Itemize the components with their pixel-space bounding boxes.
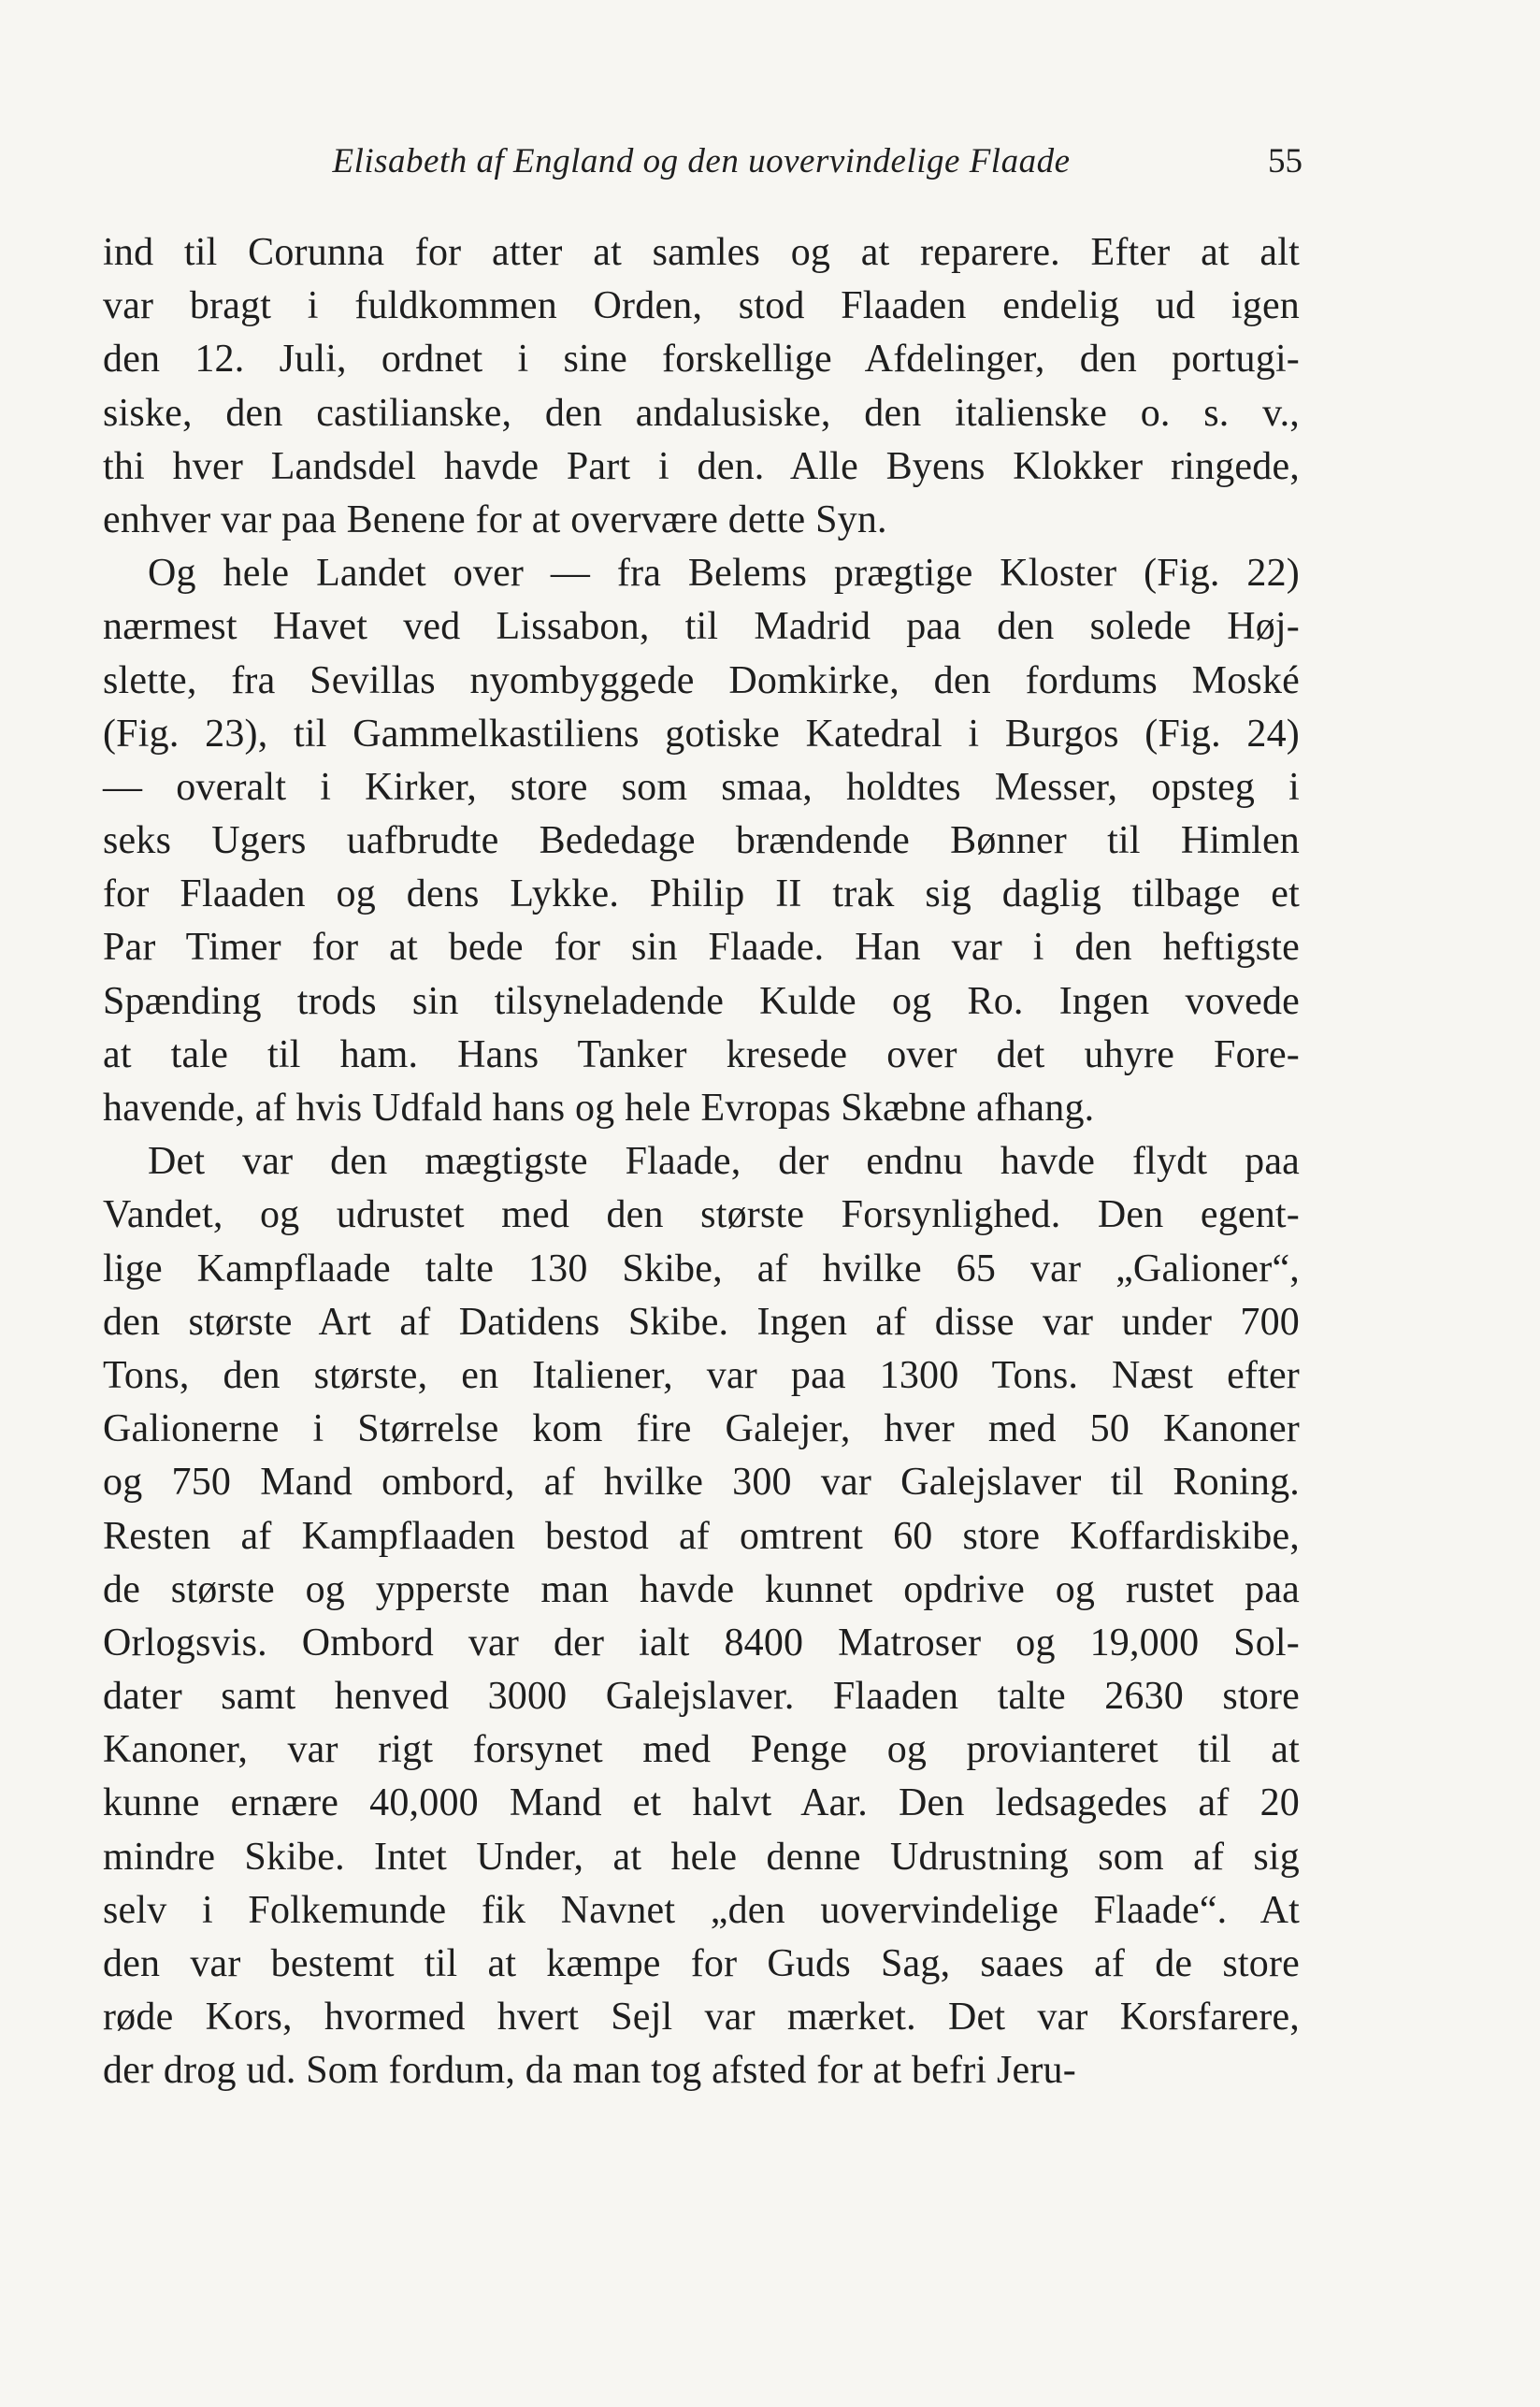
page-number: 55 xyxy=(1268,142,1303,180)
text-line: Orlogsvis. Ombord var der ialt 8400 Matroser og 19,000 Sol- xyxy=(103,1621,1300,1665)
text-line: der drog ud. Som fordum, da man tog afsted for at befri Jeru- xyxy=(103,2049,1076,2093)
paragraph xyxy=(103,1135,1300,2097)
text-line: Resten af Kampflaaden bestod af omtrent 60 store Koffardiskibe, xyxy=(103,1514,1300,1558)
text-line: seks Ugers uafbrudte Bededage brændende Bønner til Himlen xyxy=(103,819,1300,863)
body-text xyxy=(103,226,1300,2098)
running-title: Elisabeth af England og den uovervindelige Flaade xyxy=(332,142,1071,180)
paragraph xyxy=(103,226,1300,547)
text-line: havende, af hvis Udfald hans og hele Evropas Skæbne afhang. xyxy=(103,1087,1095,1130)
text-line: siske, den castilianske, den andalusiske, den italienske o. s. v., xyxy=(103,391,1300,435)
text-line: slette, fra Sevillas nyombyggede Domkirke, den fordums Moské xyxy=(103,658,1300,702)
text-line: selv i Folkemunde fik Navnet „den uovervindelige Flaade“. At xyxy=(103,1888,1300,1932)
text-line: den største Art af Datidens Skibe. Ingen af disse var under 700 xyxy=(103,1300,1300,1344)
text-line: Tons, den største, en Italiener, var paa 1300 Tons. Næst efter xyxy=(103,1353,1300,1397)
text-line: for Flaaden og dens Lykke. Philip II trak sig daglig tilbage et xyxy=(103,872,1300,916)
text-line: nærmest Havet ved Lissabon, til Madrid paa den solede Høj- xyxy=(103,605,1300,649)
running-head xyxy=(103,138,1303,195)
text-line: dater samt henved 3000 Galejslaver. Flaaden talte 2630 store xyxy=(103,1675,1300,1719)
text-line: kunne ernære 40,000 Mand et halvt Aar. Den ledsagedes af 20 xyxy=(103,1781,1300,1825)
text-line: Det var den mægtigste Flaade, der endnu havde flydt paa xyxy=(148,1140,1300,1184)
text-line: Kanoner, var rigt forsynet med Penge og provianteret til at xyxy=(103,1728,1300,1772)
text-line: at tale til ham. Hans Tanker kresede over det uhyre Fore- xyxy=(103,1032,1300,1076)
text-line: thi hver Landsdel havde Part i den. Alle Byens Klokker ringede, xyxy=(103,444,1300,488)
text-line: Galionerne i Størrelse kom fire Galejer, hver med 50 Kanoner xyxy=(103,1407,1300,1451)
text-line: den 12. Juli, ordnet i sine forskellige Afdelinger, den portugi- xyxy=(103,338,1300,382)
text-line: Spænding trods sin tilsyneladende Kulde og Ro. Ingen vovede xyxy=(103,979,1300,1023)
text-line: mindre Skibe. Intet Under, at hele denne Udrustning som af sig xyxy=(103,1835,1300,1879)
paragraph xyxy=(103,547,1300,1135)
text-line: Og hele Landet over — fra Belems prægtige Kloster (Fig. 22) xyxy=(148,552,1300,596)
text-line: (Fig. 23), til Gammelkastiliens gotiske Katedral i Burgos (Fig. 24) xyxy=(103,712,1300,756)
text-line: Par Timer for at bede for sin Flaade. Han var i den heftigste xyxy=(103,926,1300,970)
text-line: Vandet, og udrustet med den største Forsynlighed. Den egent- xyxy=(103,1193,1300,1237)
text-line: de største og ypperste man havde kunnet opdrive og rustet paa xyxy=(103,1567,1300,1611)
text-line: den var bestemt til at kæmpe for Guds Sag, saaes af de store xyxy=(103,1942,1300,1985)
text-line: var bragt i fuldkommen Orden, stod Flaaden endelig ud igen xyxy=(103,284,1300,328)
text-line: og 750 Mand ombord, af hvilke 300 var Galejslaver til Roning. xyxy=(103,1461,1300,1505)
text-line: — overalt i Kirker, store som smaa, holdtes Messer, opsteg i xyxy=(103,765,1300,809)
text-line: enhver var paa Benene for at overvære dette Syn. xyxy=(103,497,887,541)
text-line: røde Kors, hvormed hvert Sejl var mærket. Det var Korsfarere, xyxy=(103,1996,1300,2039)
text-line: lige Kampflaade talte 130 Skibe, af hvilke 65 var „Galioner“, xyxy=(103,1247,1300,1290)
text-line: ind til Corunna for atter at samles og at reparere. Efter at alt xyxy=(103,231,1300,274)
